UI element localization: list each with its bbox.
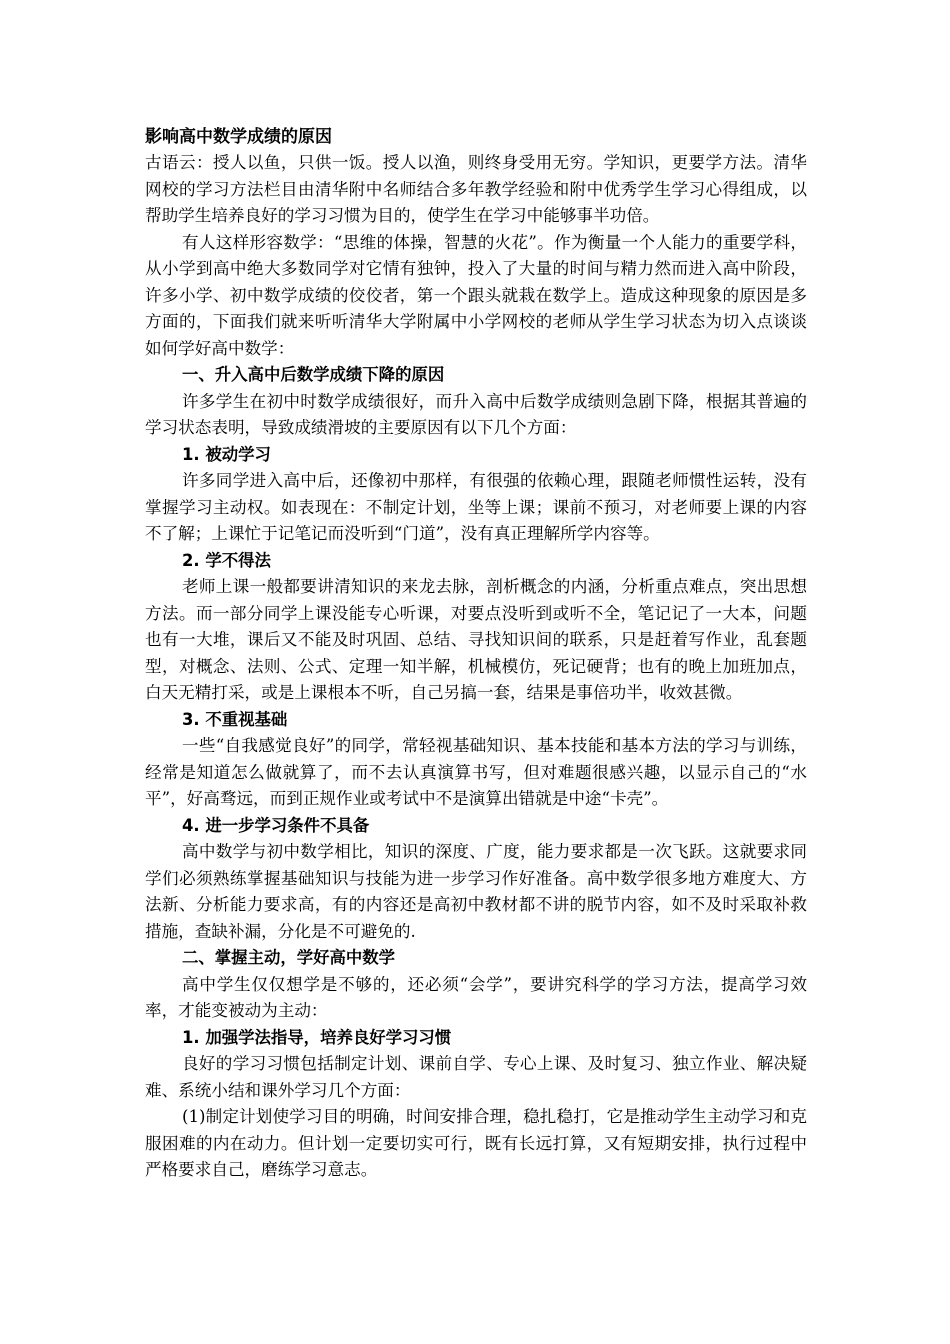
document-page bbox=[145, 124, 807, 1184]
item-3-paragraph: 一些“自我感觉良好”的同学，常轻视基础知识、基本技能和基本方法的学习与训练，经常是知道怎么做就算了，而不去认真演算书写，但对难题很感兴趣，以显示自己的“水平”，好高骛远，而到正规作业或考试中不是演算出错就是中途“卡壳”。 bbox=[145, 736, 807, 808]
intro-paragraph-1: 古语云：授人以鱼，只供一饭。授人以渔，则终身受用无穷。学知识，更要学方法。清华网校的学习方法栏目由清华附中名师结合多年教学经验和附中优秀学生学习心得组成，以帮助学生培养良好的学习习惯为目的，使学生在学习中能够事半功倍。 bbox=[145, 153, 807, 225]
item-3-heading: 3. 不重视基础 bbox=[182, 709, 288, 729]
intro-paragraph-2: 有人这样形容数学：“思维的体操，智慧的火花”。作为衡量一个人能力的重要学科，从小学到高中绝大多数同学对它情有独钟，投入了大量的时间与精力然而进入高中阶段，许多小学、初中数学成绩的佼佼者，第一个跟头就栽在数学上。造成这种现象的原因是多方面的，下面我们就来听听清华大学附属中小学网校的老师从学生学习状态为切入点谈谈如何学好高中数学： bbox=[145, 232, 807, 358]
item-5-paragraph: 良好的学习习惯包括制定计划、课前自学、专心上课、及时复习、独立作业、解决疑难、系统小结和课外学习几个方面： bbox=[145, 1054, 807, 1100]
item-2-heading: 2. 学不得法 bbox=[182, 550, 271, 570]
item-4-paragraph: 高中数学与初中数学相比，知识的深度、广度，能力要求都是一次飞跃。这就要求同学们必须熟练掌握基础知识与技能为进一步学习作好准备。高中数学很多地方难度大、方法新、分析能力要求高，有的内容还是高初中教材都不讲的脱节内容，如不及时采取补救措施，查缺补漏，分化是不可避免的. bbox=[145, 842, 807, 941]
item-6-paragraph: (1)制定计划使学习目的明确，时间安排合理，稳扎稳打，它是推动学生主动学习和克服困难的内在动力。但计划一定要切实可行，既有长远打算，又有短期安排，执行过程中严格要求自己，磨练学习意志。 bbox=[145, 1107, 807, 1179]
item-4-heading: 4. 进一步学习条件不具备 bbox=[182, 815, 370, 835]
section-1-paragraph: 许多学生在初中时数学成绩很好，而升入高中后数学成绩则急剧下降，根据其普遍的学习状态表明，导致成绩滑坡的主要原因有以下几个方面： bbox=[145, 391, 807, 437]
document-title: 影响高中数学成绩的原因 bbox=[145, 127, 332, 147]
item-5-heading: 1. 加强学法指导，培养良好学习习惯 bbox=[182, 1027, 452, 1047]
item-1-paragraph: 许多同学进入高中后，还像初中那样，有很强的依赖心理，跟随老师惯性运转，没有掌握学习主动权。如表现在：不制定计划，坐等上课；课前不预习，对老师要上课的内容不了解；上课忙于记笔记而没听到“门道”，没有真正理解所学内容等。 bbox=[145, 471, 807, 543]
item-1-heading: 1. 被动学习 bbox=[182, 444, 271, 464]
section-1-heading: 一、升入高中后数学成绩下降的原因 bbox=[182, 365, 445, 384]
section-2-paragraph: 高中学生仅仅想学是不够的，还必须“会学”，要讲究科学的学习方法，提高学习效率，才能变被动为主动： bbox=[145, 974, 807, 1020]
item-2-paragraph: 老师上课一般都要讲清知识的来龙去脉，剖析概念的内涵，分析重点难点，突出思想方法。而一部分同学上课没能专心听课，对要点没听到或听不全，笔记记了一大本，问题也有一大堆，课后又不能及时巩固、总结、寻找知识间的联系，只是赶着写作业，乱套题型，对概念、法则、公式、定理一知半解，机械模仿，死记硬背；也有的晚上加班加点，白天无精打采，或是上课根本不听，自己另搞一套，结果是事倍功半，收效甚微。 bbox=[145, 577, 807, 702]
section-2-heading: 二、掌握主动，学好高中数学 bbox=[182, 948, 396, 967]
